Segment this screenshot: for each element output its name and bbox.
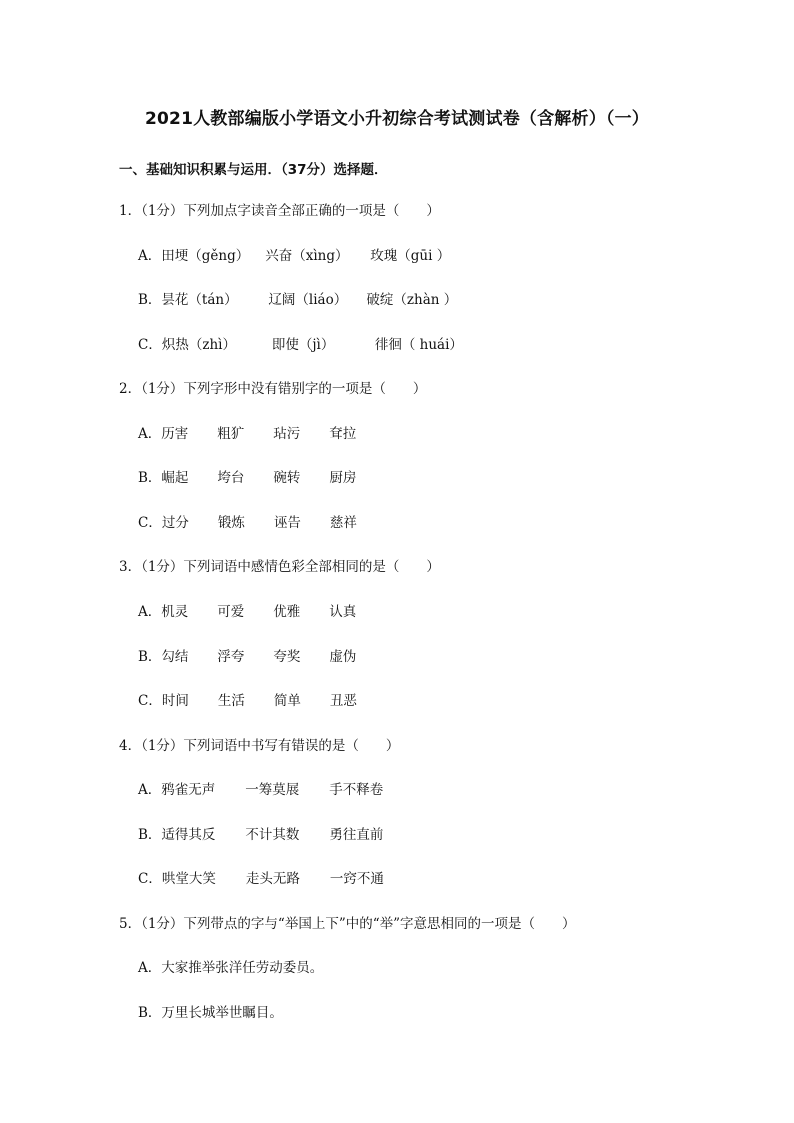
option-word: 可爱: [217, 604, 245, 620]
option-label: A．: [138, 960, 162, 976]
option-word: 哄堂大笑: [161, 871, 216, 887]
option-word: 大家推举张洋任劳动委员。: [161, 960, 324, 976]
option-word: 浮夸: [217, 649, 245, 665]
question-4-option-b: [138, 825, 383, 845]
option-word: 锻炼: [217, 515, 245, 531]
option-word: 勇往直前: [329, 827, 384, 843]
option-label: B．: [138, 292, 162, 308]
question-3-option-b: [138, 647, 356, 667]
option-word: 慈祥: [329, 515, 357, 531]
option-word: 垮台: [217, 470, 245, 486]
option-label: A．: [138, 604, 162, 620]
option-label: C．: [138, 871, 162, 887]
option-word: 机灵: [161, 604, 189, 620]
option-word: 虚伪: [329, 649, 357, 665]
question-2-option-b: [138, 468, 356, 488]
option-word: 崛起: [161, 470, 189, 486]
question-3-option-c: [138, 691, 357, 711]
question-5-option-b: [138, 1003, 283, 1023]
question-5-stem: 5．（1分）下列带点的字与“举国上下”中的“举”字意思相同的一项是（ ）: [119, 916, 576, 932]
option-word: 炽热（zhì）: [161, 337, 236, 353]
option-word: 玷污: [273, 426, 301, 442]
option-label: C．: [138, 693, 162, 709]
option-word: 徘徊（ huái）: [374, 337, 463, 353]
question-3-option-a: [138, 602, 356, 622]
section-heading: 一、基础知识积累与运用．（37分）选择题．: [119, 162, 388, 178]
question-1-option-b: [138, 290, 457, 310]
option-word: 手不释卷: [329, 782, 384, 798]
option-label: A．: [138, 426, 162, 442]
question-5-option-a: [138, 958, 323, 978]
option-word: 过分: [161, 515, 189, 531]
question-2-option-c: [138, 513, 357, 533]
question-2-option-a: [138, 424, 356, 444]
option-word: 历害: [161, 426, 189, 442]
option-word: 认真: [329, 604, 357, 620]
option-word: 一筹莫展: [245, 782, 300, 798]
question-3-stem: 3．（1分）下列词语中感情色彩全部相同的是（ ）: [119, 559, 440, 575]
question-4-option-c: [138, 869, 384, 889]
option-word: 耷拉: [329, 426, 357, 442]
option-label: B．: [138, 470, 162, 486]
option-word: 夸奖: [273, 649, 301, 665]
exam-title: 2021人教部编版小学语文小升初综合考试测试卷（含解析）（一）: [144, 109, 649, 129]
question-1-option-a: [138, 246, 450, 266]
option-word: 破绽（zhàn ）: [366, 292, 458, 308]
option-word: 优雅: [273, 604, 301, 620]
option-label: B．: [138, 827, 162, 843]
option-word: 勾结: [161, 649, 189, 665]
question-4-stem: 4．（1分）下列词语中书写有错误的是（ ）: [119, 738, 400, 754]
question-1-stem: 1．（1分）下列加点字读音全部正确的一项是（ ）: [119, 203, 440, 219]
option-word: 玫瑰（gūi ）: [370, 248, 451, 264]
option-label: B．: [138, 649, 162, 665]
option-word: 厨房: [329, 470, 357, 486]
option-word: 一窍不通: [329, 871, 384, 887]
option-word: 时间: [161, 693, 189, 709]
option-word: 鸦雀无声: [161, 782, 216, 798]
option-label: A．: [138, 248, 162, 264]
option-word: 适得其反: [161, 827, 216, 843]
option-label: C．: [138, 515, 162, 531]
option-word: 辽阔（liáo）: [268, 292, 348, 308]
option-label: A．: [138, 782, 162, 798]
option-word: 丑恶: [329, 693, 357, 709]
option-label: B．: [138, 1005, 162, 1021]
option-word: 走头无路: [245, 871, 300, 887]
option-word: 碗转: [273, 470, 301, 486]
question-2-stem: 2．（1分）下列字形中没有错别字的一项是（ ）: [119, 381, 427, 397]
option-word: 即使（jì）: [271, 337, 335, 353]
option-word: 不计其数: [245, 827, 300, 843]
option-word: 诬告: [273, 515, 301, 531]
option-word: 粗犷: [217, 426, 245, 442]
option-word: 万里长城举世瞩目。: [161, 1005, 283, 1021]
option-word: 简单: [273, 693, 301, 709]
option-word: 田埂（gěng）: [161, 248, 250, 264]
question-1-option-c: [138, 335, 463, 355]
question-4-option-a: [138, 780, 383, 800]
option-word: 昙花（tán）: [161, 292, 238, 308]
option-label: C．: [138, 337, 162, 353]
option-word: 兴奋（xìng）: [265, 248, 349, 264]
option-word: 生活: [217, 693, 245, 709]
